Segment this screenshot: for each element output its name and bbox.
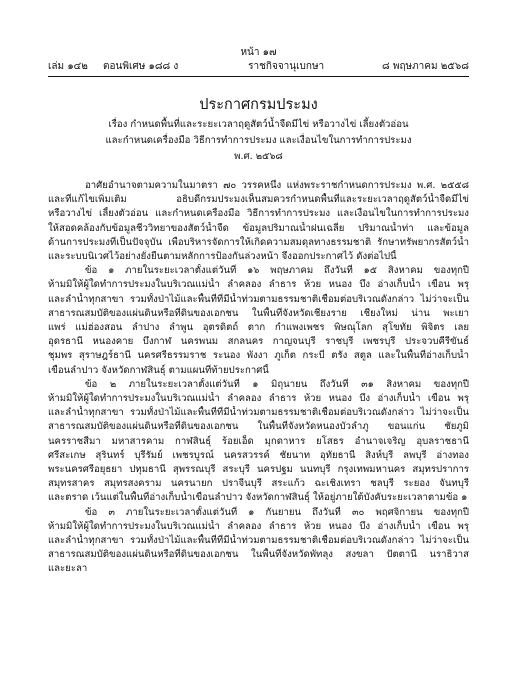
body-line: สาธารณสมบัติของแผ่นดินหรือที่ดินของเอกชน ในพื้นที่จังหวัดพัทลุง สงขลา ปัตตานี นราธิวาส <box>48 549 469 561</box>
body-line: และตราด เว้นแต่ในพื้นที่อ่างเก็บน้ำเขื่อนลำปาว จังหวัดกาฬสินธุ์ ให้อยู่ภายใต้บังคับระยะเวลาตามข้อ ๑ <box>48 492 468 504</box>
body-line: อาศัยอำนาจตามความในมาตรา ๗๐ วรรคหนึ่ง แห่งพระราชกำหนดการประมง พ.ศ. ๒๕๕๘ <box>85 180 469 191</box>
subject-line: พ.ศ. ๒๕๖๘ <box>234 151 283 162</box>
body-line: สาธารณสมบัติของแผ่นดินหรือที่ดินของเอกชน ในพื้นที่จังหวัดเชียงราย เชียงใหม่ น่าน พะเยา <box>48 307 469 319</box>
body-line: พระนครศรีอยุธยา ปทุมธานี สุพรรณบุรี สระบุรี นครปฐม นนทบุรี กรุงเทพมหานคร สมุทรปราการ <box>48 464 469 476</box>
body-line: ห้ามมิให้ผู้ใดทำการประมงในบริเวณแม่น้ำ ลำคลอง ลำธาร ห้วย หนอง บึง อ่างเก็บน้ำ เขื่อน พรุ <box>48 279 469 291</box>
gazette-name: ราชกิจจานุเบกษา <box>248 61 325 72</box>
body-line: ข้อ ๑ ภายในระยะเวลาตั้งแต่วันที่ ๑๖ พฤษภาคม ถึงวันที่ ๑๕ สิงหาคม ของทุกปี <box>85 265 469 277</box>
header-rule <box>48 76 469 77</box>
page-number: หน้า ๑๗ <box>240 47 277 58</box>
volume-label: เล่ม ๑๔๒ <box>48 61 88 72</box>
body-line: นครราชสีมา มหาสารคาม กาฬสินธุ์ ร้อยเอ็ด มุกดาหาร ยโสธร อำนาจเจริญ อุบลราชธานี <box>48 435 469 447</box>
publication-date: ๘ พฤษภาคม ๒๕๖๘ <box>381 61 469 72</box>
body-line: ศรีสะเกษ สุรินทร์ บุรีรัมย์ เพชรบูรณ์ นครสวรรค์ ชัยนาท อุทัยธานี สิงห์บุรี ลพบุรี อ่างทอง <box>48 449 469 461</box>
body-line: ห้ามมิให้ผู้ใดทำการประมงในบริเวณแม่น้ำ ลำคลอง ลำธาร ห้วย หนอง บึง อ่างเก็บน้ำ เขื่อน พรุ <box>48 520 469 532</box>
clause-2 <box>48 378 469 506</box>
body-line: แพร่ แม่ฮ่องสอน ลำปาง ลำพูน อุตรดิตถ์ ตาก กำแพงเพชร พิษณุโลก สุโขทัย พิจิตร เลย <box>48 322 469 334</box>
intro-paragraph <box>48 179 469 264</box>
announcement-subject <box>48 117 469 165</box>
clause-1 <box>48 264 469 378</box>
body-line: ห้ามมิให้ผู้ใดทำการประมงในบริเวณแม่น้ำ ลำคลอง ลำธาร ห้วย หนอง บึง อ่างเก็บน้ำ เขื่อน พรุ <box>48 393 469 405</box>
subject-line: เรื่อง กำหนดพื้นที่และระยะเวลาฤดูสัตว์น้ำจืดมีไข่ หรือวางไข่ เลี้ยงตัวอ่อน <box>108 119 409 130</box>
section-label: ตอนพิเศษ ๑๘๘ ง <box>103 61 179 72</box>
body-line: เขื่อนลำปาว จังหวัดกาฬสินธุ์ ตามแผนที่ท้ายประกาศนี้ <box>48 364 269 376</box>
subject-line: และกำหนดเครื่องมือ วิธีการทำการประมง และเงื่อนไขในการทำการประมง <box>105 135 412 146</box>
body-line: และลำน้ำทุกสาขา รวมทั้งป่าไม้และพื้นที่ที่มีน้ำท่วมตามธรรมชาติเชื่อมต่อบริเวณดังกล่าว ไม่ว่าจะเป็น <box>48 293 469 305</box>
body-line: และลำน้ำทุกสาขา รวมทั้งป่าไม้และพื้นที่ที่มีน้ำท่วมตามธรรมชาติเชื่อมต่อบริเวณดังกล่าว ไม่ว่าจะเป็น <box>48 535 469 547</box>
body-line: และที่แก้ไขเพิ่มเติม อธิบดีกรมประมงเห็นสมควรกำหนดพื้นที่และระยะเวลาฤดูสัตว์น้ำจืดมีไข่ <box>48 194 469 206</box>
body-line: และระบบนิเวศไว้อย่างยั่งยืนตามหลักการป้องกันล่วงหน้า จึงออกประกาศไว้ ดังต่อไปนี้ <box>48 251 397 263</box>
body-line: อุดรธานี หนองคาย บึงกาฬ นครพนม สกลนคร กาญจนบุรี ราชบุรี เพชรบุรี ประจวบคีรีขันธ์ <box>48 336 469 348</box>
body-line: ด้านการประมงที่เป็นปัจจุบัน เพื่อบริหารจัดการให้เกิดความสมดุลทางธรรมชาติ รักษาทรัพยากรสัตว์น้ำ <box>48 236 469 248</box>
body-line: ข้อ ๓ ภายในระยะเวลาตั้งแต่วันที่ ๑ กันยายน ถึงวันที่ ๓๐ พฤศจิกายน ของทุกปี <box>85 506 469 518</box>
body-line: สมุทรสาคร สมุทรสงคราม นครนายก ปราจีนบุรี สระแก้ว ฉะเชิงเทรา ชลบุรี ระยอง จันทบุรี <box>48 478 469 490</box>
body-line: และยะลา <box>48 563 88 575</box>
body-line: สาธารณสมบัติของแผ่นดินหรือที่ดินของเอกชน ในพื้นที่จังหวัดหนองบัวลำภู ขอนแก่น ชัยภูมิ <box>48 421 469 433</box>
gazette-header <box>48 60 469 76</box>
header-left <box>48 60 190 74</box>
body-line: ให้สอดคล้องกับข้อมูลชีววิทยาของสัตว์น้ำจืด ข้อมูลปริมาณน้ำฝนเฉลี่ย ปริมาณน้ำท่า และข้อมูล <box>48 222 469 234</box>
announcement-title: ประกาศกรมประมง <box>199 97 318 113</box>
body-line: และลำน้ำทุกสาขา รวมทั้งป่าไม้และพื้นที่ที่มีน้ำท่วมตามธรรมชาติเชื่อมต่อบริเวณดังกล่าว ไม่ว่าจะเป็น <box>48 407 469 419</box>
body-line: ชุมพร สุราษฎร์ธานี นครศรีธรรมราช ระนอง พังงา ภูเก็ต กระบี่ ตรัง สตูล และในพื้นที่อ่างเก็บน้ำ <box>48 350 469 362</box>
body-line: ข้อ ๒ ภายในระยะเวลาตั้งแต่วันที่ ๑ มิถุนายน ถึงวันที่ ๓๑ สิงหาคม ของทุกปี <box>85 378 469 390</box>
clause-3 <box>48 506 469 577</box>
body-line: หรือวางไข่ เลี้ยงตัวอ่อน และกำหนดเครื่องมือ วิธีการทำการประมง และเงื่อนไขในการทำการประมง <box>48 208 469 220</box>
